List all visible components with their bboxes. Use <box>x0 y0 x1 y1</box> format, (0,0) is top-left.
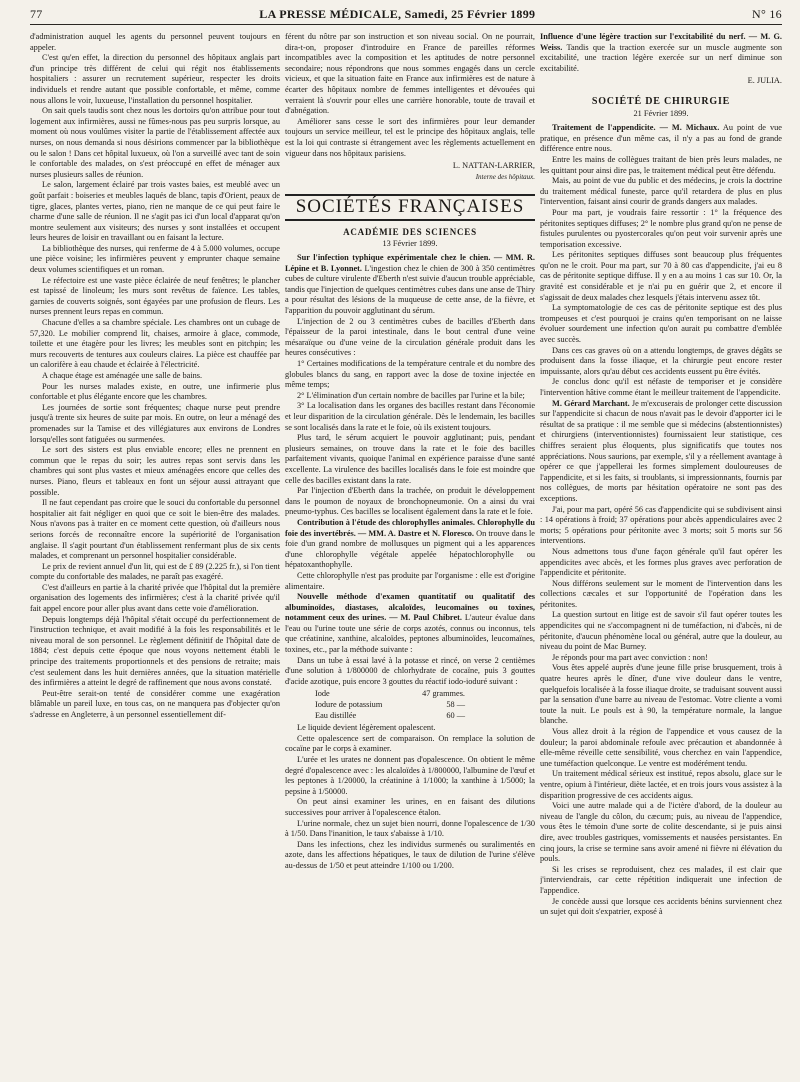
paragraph: Chacune d'elles a sa chambre spéciale. Les chambres ont un cubage de 57,320. Le mobilier comprend lit, chaises, armoire à glace, commode, toilette et une étagère pour les livres; les meubles sont en pitchpin; les murs recouverts de tentures aux couleurs claires. La pièce est chauffée par un calorifère à eau chaude et éclairée à l'électricité. <box>30 318 280 370</box>
paragraph: d'administration auquel les agents du personnel peuvent toujours en appeler. <box>30 32 280 52</box>
report-item-text: Dans ces cas graves où on a attendu longtemps, de graves dégâts se produisent dans la fosse iliaque, et la chirurgie peut encore rester impuissante, alors qu'au début ces accidents eussent pu être évités. <box>540 345 782 376</box>
report-item <box>285 253 535 317</box>
chirurgie-title: SOCIÉTÉ DE CHIRURGIE <box>591 95 731 107</box>
paragraph: Cette opalescence sert de comparaison. On remplace la solution de cocaïne par le corps à examiner. <box>285 733 535 754</box>
paragraph: Les journées de sortie sont fréquentes; chaque nurse peut prendre jusqu'à trente six heures de suite par mois. En outre, on leur a ménagé des promenades sur la Tamise et des villégiatures aux environs de Londres lorsqu'elles sont fatiguées ou surmenées. <box>30 402 280 444</box>
report-item-text: Je réponds pour ma part avec conviction : non! <box>552 652 708 662</box>
report-item-text: Je m'excuserais de prolonger cette discussion sur l'appendicite si chacun de nous n'avait pas le devoir d'apporter ici le résultat de sa pratique : il me semble que si médecins (abstentionnistes) et chirurgiens (interventionnistes) fournissaient leur statistique, ces chiffres seraient plus éloquents, plus significatifs que toutes nos appréciations. Nous saurions, par exemple, s'il y a réellement avantage à opérer ce que j'appellerai les formes simplement douloureuses de l'appendicite, et si les faits, si troublants, si impressionnants, fournis par nos collègues, de morts par hésitation opératoire ne sont pas des exceptions. <box>540 398 782 503</box>
report-item <box>285 401 535 433</box>
column-2 <box>285 32 535 1080</box>
recipe-row <box>315 700 465 711</box>
column-1 <box>30 32 280 1080</box>
report-item <box>540 346 782 378</box>
paragraph: L'urine normale, chez un sujet bien nourri, donne l'opalescence de 1/30 à 1/50. Dans l'inanition, le taux s'abaisse à 1/10. <box>285 818 535 839</box>
report-item-text: J'ai, pour ma part, opéré 56 cas d'appendicite qui se subdivisent ainsi : 14 opérations à froid; 37 opérations pour abcès appendiculaires avec 2 morts; 5 opérations pour péritonite avec 3 morts; soit 5 morts sur 56 interventions. <box>540 504 782 546</box>
report-item <box>540 727 782 769</box>
report-item-text: Vous allez droit à la région de l'appendice et vous causez de la douleur; la paroi abdominale refoule avec précaution et abandonnée à elle-même réveille cette sensibilité, vous cherchez en vain l'appendice, une tuméfaction quelconque. Le ventre est modérément tendu. <box>540 727 782 768</box>
paragraph: Dans les infections, chez les individus surmenés ou suralimentés en azote, dans les affections hépatiques, le taux de dilution de l'urine s'élève au-dessus de 1/50 et peut atteindre 1/100 ou 1/200. <box>285 839 535 870</box>
report-item-title: Contribution à l'étude des chlorophylles animales. Chlorophylle du foie des invertébrés. — MM. A. Dastre et N. Floresco. <box>285 517 535 538</box>
report-item-text: Dans un tube à essai lavé à la potasse et rincé, on verse 2 centièmes d'une solution à 1/800000 de chlorhydrate de cocaïne, puis 3 gouttes d'acide azotique, puis encore 3 gouttes du réactif iodo-ioduré suivant : <box>285 655 535 686</box>
paragraph: Il ne faut cependant pas croire que le souci du confortable du personnel hospitalier ait fait négliger en quoi que ce soit le bien-être des malades. Nous n'avons pas à traiter en ce moment cette question, où d'ailleurs nous serions forcés de reconnaître encore la supériorité de l'organisation anglaise. Il s'agit pourtant d'un établissement renfermant plus de six cents malades, et comprenant un personnel hospitalier considérable. <box>30 498 280 561</box>
page-header <box>30 2 782 25</box>
report-item-text: 1° Certaines modifications de la température centrale et du nombre des globules blancs du sang, en rapport avec la dose de toxine injectée en même temps; <box>285 359 535 390</box>
report-item-text: Nous admettons tous d'une façon générale qu'il faut opérer les appendicites avec abcès, et les formes plus graves avec perforation de l'appendicite et péritonite. <box>540 546 782 578</box>
report-item-text: Plus tard, le sérum acquiert le pouvoir agglutinant; puis, pendant plusieurs semaines, on trouve dans la rate et le foie des bacilles parfaitement vivants, quoique l'animal en expérience paraisse d'une santé excellente. La virulence des bacilles localisés dans le foie est moindre que celle des bacilles existant dans la rate. <box>285 433 535 485</box>
section-title: SOCIÉTÉS FRANÇAISES <box>285 194 535 221</box>
report-item-title: Traitement de l'appendicite. — M. Michaux. <box>552 123 720 133</box>
paragraph: Le prix de revient annuel d'un lit, qui est de £ 89 (2.225 fr.), si l'on tient compte du confortable des malades, ne paraît pas exagéré. <box>30 561 280 582</box>
report-item <box>285 433 535 486</box>
report-item <box>285 359 535 391</box>
paragraph: Depuis longtemps déjà l'hôpital s'était occupé du perfectionnement de l'instruction technique, et avait modifié à la fois les responsabilités et le niveau moral de son personnel. Le règlement définitif de l'hôpital date de 1884; c'est depuis cette époque que nous voyons nettement établi le principe des traitements proportionnels et des pensions de retraite; mais c'est seulement dans les huit dernières années, que la situation matérielle des infirmières a atteint le degré de raffinement que nous avons constaté. <box>30 614 280 688</box>
report-item-text: Voici une autre malade qui a de l'ictère d'abord, de la douleur au niveau de l'angle du côlon, du cæcum; puis, au niveau de l'appendice, vous êtes le témoin d'une sorte de colite descendante, si je puis ainsi dire, avec troubles gastriques, vomissements et nausées persistantes. En cinq jours, la crise se termine sans avoir amené ni fièvre ni élévation du pouls. <box>540 801 782 864</box>
report-item <box>540 769 782 801</box>
julia-signature: E. JULIA. <box>747 76 782 86</box>
recipe-ingredient: Iode <box>315 689 330 699</box>
report-item-text: Pour ma part, je voudrais faire ressortir : 1° la fréquence des péritonites septiques diffuses; 2° le nombre plus grand qu'on ne pense de fistules purulentes ou pyostercorales qu'on peut voir survenir après une temporisation excessive. <box>540 207 782 249</box>
chirurgie-items <box>540 123 782 918</box>
recipe-quantity: 47 grammes. <box>422 689 465 699</box>
paragraph: On peut ainsi examiner les urines, en en faisant des dilutions successives pour arriver à l'opalescence étalon. <box>285 797 535 817</box>
paragraph: On sait quels taudis sont chez nous les dortoirs qu'on attribue pour tout logement aux infirmières, aussi ne fûmes-nous pas peu surpris lorsque, au moment où nous voulûmes visiter la partie de l'établissement affectée aux nurses, on nous demanda si nous désirions commencer par la bibliothèque ou le salon ! Dans cet hôpital luxueux, où l'on a surveillé avec tant de soin le confortable des malades, on s'est préoccupé en effet de ménager aux nurses plusieurs salles de réunion. <box>30 106 280 179</box>
paragraph: Le salon, largement éclairé par trois vastes baies, est meublé avec un goût parfait : boiseries et meubles laqués de blanc, tapis d'Orient, peaux de tigre, glaces, plantes vertes, piano, rien ne manque de ce qui peut faire le charme d'une salle de réunion. Il ne s'agit pas ici d'un local d'apparat qu'on montre seulement aux visiteurs; des nurses y sont installées et occupent leurs heures de loisir en travaillant ou en faisant la lecture. <box>30 180 280 243</box>
report-item-text: Les péritonites septiques diffuses sont beaucoup plus fréquentes qu'on ne le croit. Pour ma part, sur 70 à 80 cas d'appendicite, j'ai eu 8 cas de péritonite septique diffuse. Il y en a au moins 1 cas sur 10. Or, la gravité est considérable et je n'ai pu en guérir que 2, et encore il s'agissait de deux malades chez lesquels j'étais intervenu assez tôt. <box>540 250 782 302</box>
recipe-ingredient: Iodure de potassium <box>315 700 383 710</box>
report-item <box>285 592 535 656</box>
report-item-text: 2° L'élimination d'un certain nombre de bacilles par l'urine et la bile; <box>297 390 525 400</box>
report-item <box>540 610 782 652</box>
report-item <box>540 208 782 250</box>
recipe-ingredient: Eau distillée <box>315 710 357 720</box>
report-item <box>540 663 782 727</box>
academie-date: 13 Février 1899. <box>382 238 438 248</box>
report-item-text: On trouve dans le foie d'un grand nombre de mollusques un pigment qui a les apparences d'une chlorophylle végétale appelée hépatochlorophylle ou hépatoxanthophylle. <box>285 528 535 570</box>
paragraph: Peut-être serait-on tenté de considérer comme une exagération blâmable un pareil luxe, en tous cas, on ne manquera pas d'objecter qu'on s'adresse en Angleterre, à un personnel essentiellement dif- <box>30 688 280 719</box>
journal-title: LA PRESSE MÉDICALE, Samedi, 25 Février 1899 <box>259 7 536 21</box>
weiss-item: Influence d'une légère traction sur l'excitabilité du nerf. — M. G. Weiss. Tandis que la traction exercée sur un muscle augmente son excitabilité, une traction légère exercée sur un nerf diminue son excitabilité. <box>540 32 782 73</box>
paragraph: L'urée et les urates ne donnent pas d'opalescence. On obtient le même degré d'opalescence avec : les alcaloïdes à 1/800000, l'albumine de l'œuf et les peptones à 1/20000, la créatinine à 1/1000; la xanthine à 1/5000; la pepsine à 1/50000. <box>285 755 535 796</box>
report-item-text: Nous différons seulement sur le moment de l'intervention dans les collections cæcales et sur l'opportunité de l'opération dans les péritonites. <box>540 578 782 609</box>
report-item <box>285 317 535 359</box>
paragraph: Le liquide devient légèrement opalescent. <box>297 723 436 733</box>
report-item-text: Cette chlorophylle n'est pas produite par l'organisme : elle est d'origine alimentaire. <box>285 570 535 591</box>
report-item-text: La symptomatologie de ces cas de péritonite septique est des plus trompeuses et c'est pourquoi je crains qu'en temporisant on ne laisse évoluer sourdement une infection qu'on aurait pu combattre d'emblée avec succès. <box>540 303 782 345</box>
report-item-title: Sur l'infection typhique expérimentale chez le chien. — MM. R. Lépine et B. Lyonnet. <box>285 253 535 273</box>
recipe-row <box>315 689 465 700</box>
report-item <box>540 399 782 505</box>
paragraph: La bibliothèque des nurses, qui renferme de 4 à 5.000 volumes, occupe une pièce voisine; les infirmières peuvent y emprunter chaque semaine deux volumes scientifiques et un roman. <box>30 243 280 275</box>
report-item-text: Au point de vue pratique, en présence d'un même cas, il n'y a pas au fond de grande différence entre nous. <box>540 123 782 154</box>
paragraph: Le réfectoire est une vaste pièce éclairée de neuf fenêtres; le plancher est tapissé de linoleum; les murs sont revêtus de faïence. Les tables, garnies de couverts soignés, sont égayées par une profusion de fleurs. Les nurses prennent leurs repas en commun. <box>30 275 280 317</box>
report-item <box>285 518 535 571</box>
report-item-text: Par l'injection d'Eberth dans la trachée, on produit le développement dans le poumon de noyaux de bronchopneumonie. On a ainsi du vrai pneumo-typhus. Ces bacilles se localisent également dans la rate et le foie. <box>285 486 535 517</box>
report-item-text: Vous êtes appelé auprès d'une jeune fille prise brusquement, trois à quatre heures après le dîner, d'une vive douleur dans le ventre, quelquefois localisée à la fosse iliaque droite, se traduisant souvent aussi par la sensation d'une barre au niveau de l'estomac. Votre cliente a vomi toute la nuit. Le pouls est à 90, la température normale, la langue blanche. <box>540 663 782 726</box>
issue-number: N° 16 <box>752 7 782 21</box>
paragraph: A chaque étage est aménagée une salle de bains. <box>42 371 203 380</box>
report-item-text: Entre les mains de collègues traitant de bien près leurs malades, ne les quittant pour ainsi dire pas, le traitement médical peut être défendu. <box>540 154 782 175</box>
report-item <box>540 176 782 208</box>
column-3 <box>540 32 782 1080</box>
report-item <box>540 505 782 547</box>
report-item <box>285 571 535 592</box>
report-item <box>540 897 782 918</box>
report-item <box>540 547 782 579</box>
report-item-title: Nouvelle méthode d'examen quantitatif ou qualitatif des albuminoïdes, diastases, alcaloïdes, leucomaïnes ou toxines, notamment ceux des urines. — M. Paul Chibret. <box>285 592 535 623</box>
report-item-text: L'ingestion chez le chien de 300 à 350 centimètres cubes de culture virulente d'Eberth n'est suivie d'aucun trouble appréciable, tandis que l'injection de quelques centimètres cubes dans une anse de Thiry a pour résultat des lésions de la muqueuse de cette anse, de la fièvre, et l'apparition du pouvoir agglutinant du sérum. <box>285 263 535 316</box>
report-item <box>540 579 782 611</box>
report-item-text: Si les crises se reproduisent, chez ces malades, il est clair que j'interviendrais, car cette répétition indiquerait une infection de l'appendice. <box>540 864 782 895</box>
report-item <box>285 656 535 688</box>
recipe-row <box>315 711 465 722</box>
report-item <box>540 303 782 345</box>
report-item <box>540 123 782 155</box>
reagent-recipe <box>315 689 535 721</box>
method-results <box>285 723 535 871</box>
report-item <box>540 865 782 897</box>
article-conclusion <box>285 32 535 159</box>
recipe-quantity: 58 — <box>446 700 465 710</box>
report-item-text: L'injection de 2 ou 3 centimètres cubes de bacilles d'Eberth dans l'épaisseur de la paroi intestinale, dans le bout central d'une veine mésaraïque ou d'une veine de la circulation générale produit dans les heures consécutives : <box>285 316 535 358</box>
report-item-title: M. Gérard Marchant. <box>552 398 630 408</box>
report-item <box>540 801 782 865</box>
author-signature: L. NATTAN-LARRIER, <box>452 161 535 171</box>
paragraph: Améliorer sans cesse le sort des infirmières pour leur demander toujours un service meilleur, tel est le principe des hôpitaux anglais, telle est la loi qui contraste si étrangement avec les règlements actuellement en vigueur dans nos hôpitaux parisiens. <box>285 116 535 158</box>
paragraph: Le sort des sisters est plus enviable encore; elles ne prennent en commun que le repas du soir; les autres repas sont servis dans les chambres qui sont plus vastes et mieux aménagées encore que celles des nurses. Piano, fleurs et tableaux en font un séjour aussi attrayant que possible. <box>30 445 280 497</box>
report-item <box>285 391 535 402</box>
report-item <box>285 486 535 518</box>
author-role: Interne des hôpitaux. <box>475 172 535 181</box>
paragraph: C'est d'ailleurs en partie à la charité privée que l'hôpital dut la première organisation des logements des infirmières; c'est à la charité privée qu'il fait appel encore pour aller plus avant dans cette voie d'amélioration. <box>30 582 280 614</box>
paragraph: férent du nôtre par son instruction et son niveau social. On ne pourrait, dira-t-on, proposer d'introduire en France de pareilles réformes incompatibles avec la composition et les aptitudes de notre personnel secondaire; nous répondrons que nous sommes engagés dans un cercle vicieux, et que la situation faite en France aux infirmières est de nature à écarter des hôpitaux nombre de femmes intelligentes et dévouées qui verraient là s'ouvrir pour elles une carrière honorable, toute de travail et d'abnégation. <box>285 32 535 116</box>
report-item-text: La question surtout en litige est de savoir s'il faut opérer toutes les appendicites qui ne s'accompagnent ni de tuméfaction, ni d'abcès, ni de péritonite, d'aucun phénomène local ou général, autre que la douleur, au niveau du point de Mac Burney. <box>540 610 782 652</box>
report-item <box>540 155 782 176</box>
report-item-text: Un traitement médical sérieux est institué, repos absolu, glace sur le ventre, opium à l'intérieur, diète lactée, et en trois jours vous assistez à la disparition progressive de ces accidents aigus. <box>540 769 782 800</box>
academie-items <box>285 253 535 687</box>
page-number: 77 <box>30 7 43 21</box>
recipe-quantity: 60 — <box>446 710 465 720</box>
report-item-text: 3° La localisation dans les organes des bacilles restant dans l'économie et leur disparition de la circulation générale. Dès le lendemain, les bacilles se sont localisés dans la rate et le foie, où ils existent toujours. <box>285 401 535 432</box>
academie-title: ACADÉMIE DES SCIENCES <box>343 226 477 237</box>
report-item <box>540 653 782 664</box>
report-item-text: Je conclus donc qu'il est néfaste de temporiser et je considère l'intervention hâtive comme étant le meilleur traitement de l'appendicite. <box>540 377 782 397</box>
chirurgie-date: 21 Février 1899. <box>633 108 689 118</box>
report-item-text: L'auteur évalue dans l'eau ou l'urine toute une série de corps azotés, connus ou inconnus, tels que créatinine, xanthine, alcaloïdes, peptones albuminoïdes, leucomaïnes, toxines, etc., par la méthode suivante : <box>285 613 535 655</box>
report-item <box>540 377 782 398</box>
paragraph: C'est qu'en effet, la direction du personnel des hôpitaux anglais part d'un principe très différent de celui qui régit nos établissements hospitaliers : assurer un recrutement supérieur, respecter les droits individuels et rendre autant que possible confortable, et même, comme nous allons le voir, luxueuse, l'installation du personnel hospitalier. <box>30 53 280 105</box>
report-item-text: Mais, au point de vue du public et des médecins, je crois la doctrine du traitement médical funeste, parce qu'il retardera de plus en plus l'intervention, faisant ainsi courir de grands dangers aux malades. <box>540 176 782 207</box>
paragraph: Pour les nurses malades existe, en outre, une infirmerie plus confortable et plus élégante encore que les chambres. <box>30 381 280 402</box>
report-item-text: Je concède aussi que lorsque ces accidents bénins surviennent chez un sujet qui doit s'expatrier, exposé à <box>540 896 782 917</box>
report-item <box>540 250 782 303</box>
